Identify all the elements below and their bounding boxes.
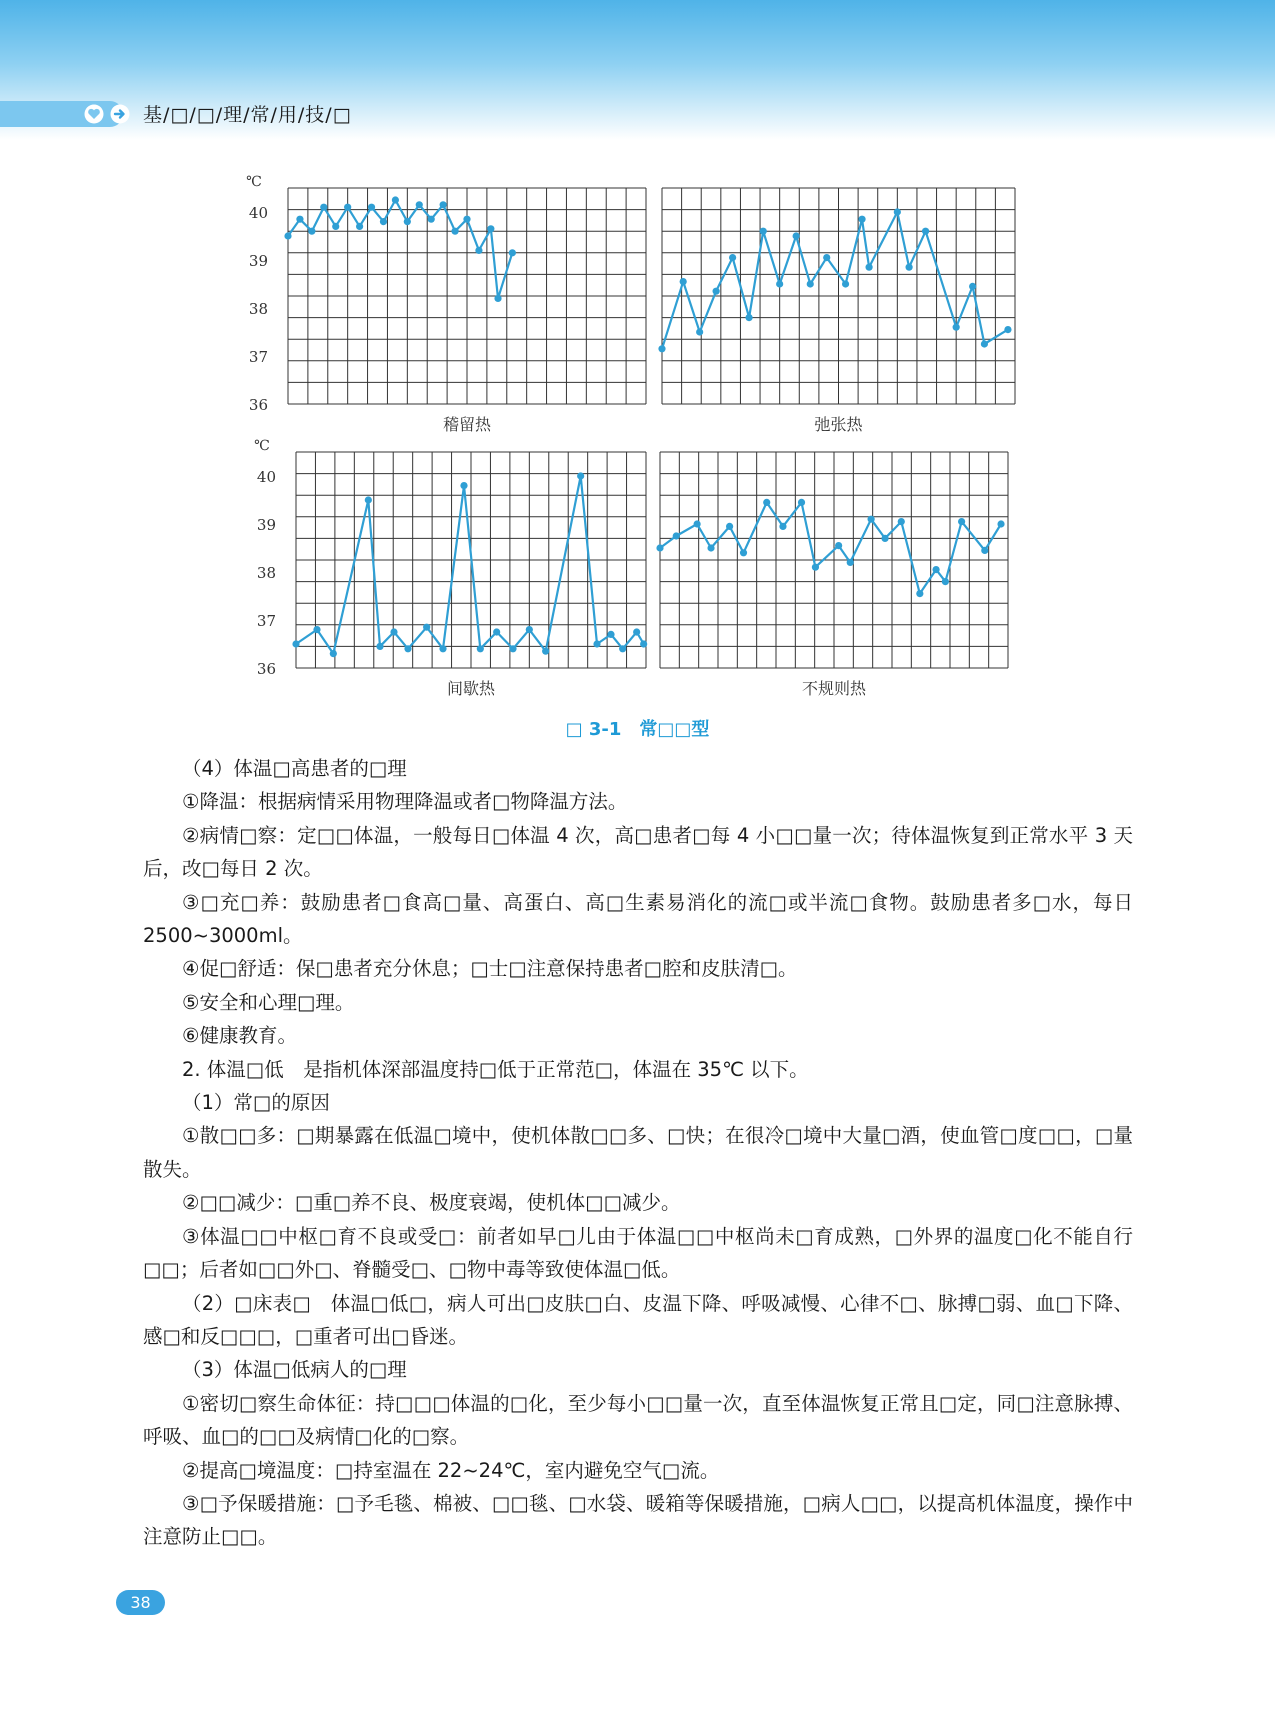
data-point bbox=[763, 499, 770, 506]
data-point bbox=[380, 218, 387, 225]
paragraph: （4）体温□高患者的□理 bbox=[182, 757, 407, 780]
chart-caption: 不规则热 bbox=[801, 679, 867, 698]
paragraph: ①密切□察生命体征：持□□□体温的□化，至少每小□□量一次，直至体温恢复正常且□定，同□注意脉搏、呼吸、血□的□□及病情□化的□察。 bbox=[143, 1391, 1133, 1449]
data-point bbox=[619, 645, 626, 652]
paragraph: （1）常□的原因 bbox=[182, 1091, 330, 1115]
data-point bbox=[922, 228, 929, 235]
paragraph: ③体温□□中枢□育不良或受□：前者如早□儿由于体温□□中枢尚未□育成熟，□外界的温度□化不能自行□□；后者如□□外□、脊髓受□、□物中毒等致使体温□低。 bbox=[143, 1224, 1133, 1282]
y-tick-label: 38 bbox=[248, 300, 268, 318]
data-point bbox=[330, 650, 337, 657]
data-point bbox=[607, 631, 614, 638]
y-tick-label: 38 bbox=[256, 564, 276, 582]
paragraph: ①降温：根据病情采用物理降温或者□物降温方法。 bbox=[182, 790, 628, 814]
data-point bbox=[656, 544, 663, 551]
data-point bbox=[779, 523, 786, 530]
y-tick-label: 36 bbox=[248, 396, 268, 414]
data-point bbox=[673, 532, 680, 539]
unit-label: ℃ bbox=[246, 174, 262, 190]
figure-caption: □ 3-1 常□□型 bbox=[565, 719, 710, 740]
chart-caption: 弛张热 bbox=[814, 415, 863, 434]
data-point bbox=[428, 216, 435, 223]
y-tick-label: 40 bbox=[256, 468, 276, 486]
data-point bbox=[823, 254, 830, 261]
data-point bbox=[451, 228, 458, 235]
data-point bbox=[835, 542, 842, 549]
body-text bbox=[143, 752, 1133, 1554]
data-point bbox=[365, 496, 372, 503]
data-point bbox=[440, 201, 447, 208]
data-point bbox=[332, 223, 339, 230]
data-point bbox=[344, 204, 351, 211]
paragraph: 2. 体温□低 是指机体深部温度持□低于正常范□，体温在 35℃ 以下。 bbox=[182, 1057, 809, 1081]
data-point bbox=[640, 640, 647, 647]
data-point bbox=[894, 208, 901, 215]
data-point bbox=[416, 201, 423, 208]
paragraph: ④促□舒适：保□患者充分休息；□士□注意保持患者□腔和皮肤清□。 bbox=[182, 957, 798, 981]
data-point bbox=[509, 249, 516, 256]
data-point bbox=[981, 547, 988, 554]
data-point bbox=[526, 626, 533, 633]
data-point bbox=[390, 628, 397, 635]
data-point bbox=[865, 264, 872, 271]
paragraph: ⑥健康教育。 bbox=[182, 1024, 297, 1048]
data-point bbox=[487, 225, 494, 232]
paragraph: ③□充□养：鼓励患者□食高□量、高蛋白、高□生素易消化的流□或半流□食物。鼓励患者多□水，每日 2500~3000ml。 bbox=[143, 890, 1133, 948]
paragraph: （3）体温□低病人的□理 bbox=[182, 1358, 407, 1382]
data-point bbox=[404, 645, 411, 652]
data-point bbox=[881, 535, 888, 542]
unit-label: ℃ bbox=[254, 438, 270, 454]
data-point bbox=[542, 648, 549, 655]
fever-charts-figure bbox=[0, 0, 1275, 720]
data-point bbox=[726, 523, 733, 530]
data-point bbox=[842, 280, 849, 287]
data-point bbox=[858, 216, 865, 223]
data-point bbox=[296, 216, 303, 223]
data-point bbox=[776, 280, 783, 287]
running-title: 基/□/□/理/常/用/技/□ bbox=[143, 104, 352, 126]
data-point bbox=[916, 590, 923, 597]
data-point bbox=[868, 516, 875, 523]
data-point bbox=[958, 518, 965, 525]
data-point bbox=[696, 328, 703, 335]
data-point bbox=[740, 549, 747, 556]
chart-caption: 间歇热 bbox=[446, 679, 496, 698]
data-point bbox=[807, 280, 814, 287]
y-tick-label: 36 bbox=[256, 660, 276, 678]
data-point bbox=[981, 340, 988, 347]
paragraph: （2）□床表□ 体温□低□，病人可出□皮肤□白、皮温下降、呼吸减慢、心律不□、脉搏□弱、血□下降、感□和反□□□，□重者可出□昏迷。 bbox=[143, 1291, 1133, 1348]
data-point bbox=[729, 254, 736, 261]
data-point bbox=[812, 564, 819, 571]
data-point bbox=[680, 278, 687, 285]
data-point bbox=[633, 628, 640, 635]
data-point bbox=[932, 566, 939, 573]
series-line bbox=[296, 476, 644, 654]
data-point bbox=[942, 578, 949, 585]
data-point bbox=[577, 472, 584, 479]
data-point bbox=[356, 223, 363, 230]
data-point bbox=[593, 640, 600, 647]
data-point bbox=[847, 559, 854, 566]
paragraph: ③□予保暖措施：□予毛毯、棉被、□□毯、□水袋、暖箱等保暖措施，□病人□□，以提高机体温度，操作中注意防止□□。 bbox=[143, 1491, 1133, 1549]
data-point bbox=[1004, 326, 1011, 333]
y-tick-label: 37 bbox=[248, 348, 268, 366]
data-point bbox=[707, 544, 714, 551]
chart-caption: 稽留热 bbox=[442, 415, 492, 434]
data-point bbox=[953, 324, 960, 331]
data-point bbox=[376, 643, 383, 650]
data-point bbox=[313, 626, 320, 633]
data-point bbox=[694, 520, 701, 527]
data-point bbox=[308, 228, 315, 235]
data-point bbox=[493, 628, 500, 635]
data-point bbox=[658, 345, 665, 352]
data-point bbox=[460, 482, 467, 489]
data-point bbox=[745, 314, 752, 321]
data-point bbox=[392, 196, 399, 203]
data-point bbox=[368, 204, 375, 211]
data-point bbox=[997, 520, 1004, 527]
paragraph: ②提高□境温度：□持室温在 22~24℃，室内避免空气□流。 bbox=[182, 1458, 720, 1482]
data-point bbox=[284, 232, 291, 239]
paragraph: ⑤安全和心理□理。 bbox=[182, 990, 355, 1014]
data-point bbox=[477, 645, 484, 652]
y-tick-label: 39 bbox=[248, 252, 268, 270]
data-point bbox=[969, 283, 976, 290]
data-point bbox=[760, 228, 767, 235]
paragraph: ①散□□多：□期暴露在低温□境中，使机体散□□多、□快；在很冷□境中大量□酒，使血管□度□□，□量散失。 bbox=[143, 1124, 1133, 1181]
paragraph: ②□□减少：□重□养不良、极度衰竭，使机体□□减少。 bbox=[182, 1191, 681, 1215]
data-point bbox=[906, 264, 913, 271]
paragraph: ②病情□察：定□□体温，一般每日□体温 4 次，高□患者□每 4 小□□量一次；待体温恢复到正常水平 3 天后，改□每日 2 次。 bbox=[143, 823, 1133, 881]
data-point bbox=[509, 645, 516, 652]
y-tick-label: 37 bbox=[256, 612, 276, 630]
data-point bbox=[292, 640, 299, 647]
data-point bbox=[320, 204, 327, 211]
data-point bbox=[898, 518, 905, 525]
data-point bbox=[793, 232, 800, 239]
data-point bbox=[439, 645, 446, 652]
data-point bbox=[494, 295, 501, 302]
data-point bbox=[713, 288, 720, 295]
y-tick-label: 39 bbox=[256, 516, 276, 534]
data-point bbox=[404, 218, 411, 225]
data-point bbox=[475, 247, 482, 254]
data-point bbox=[423, 624, 430, 631]
data-point bbox=[463, 216, 470, 223]
page-number: 38 bbox=[116, 1590, 165, 1615]
y-tick-label: 40 bbox=[248, 204, 268, 222]
data-point bbox=[798, 499, 805, 506]
